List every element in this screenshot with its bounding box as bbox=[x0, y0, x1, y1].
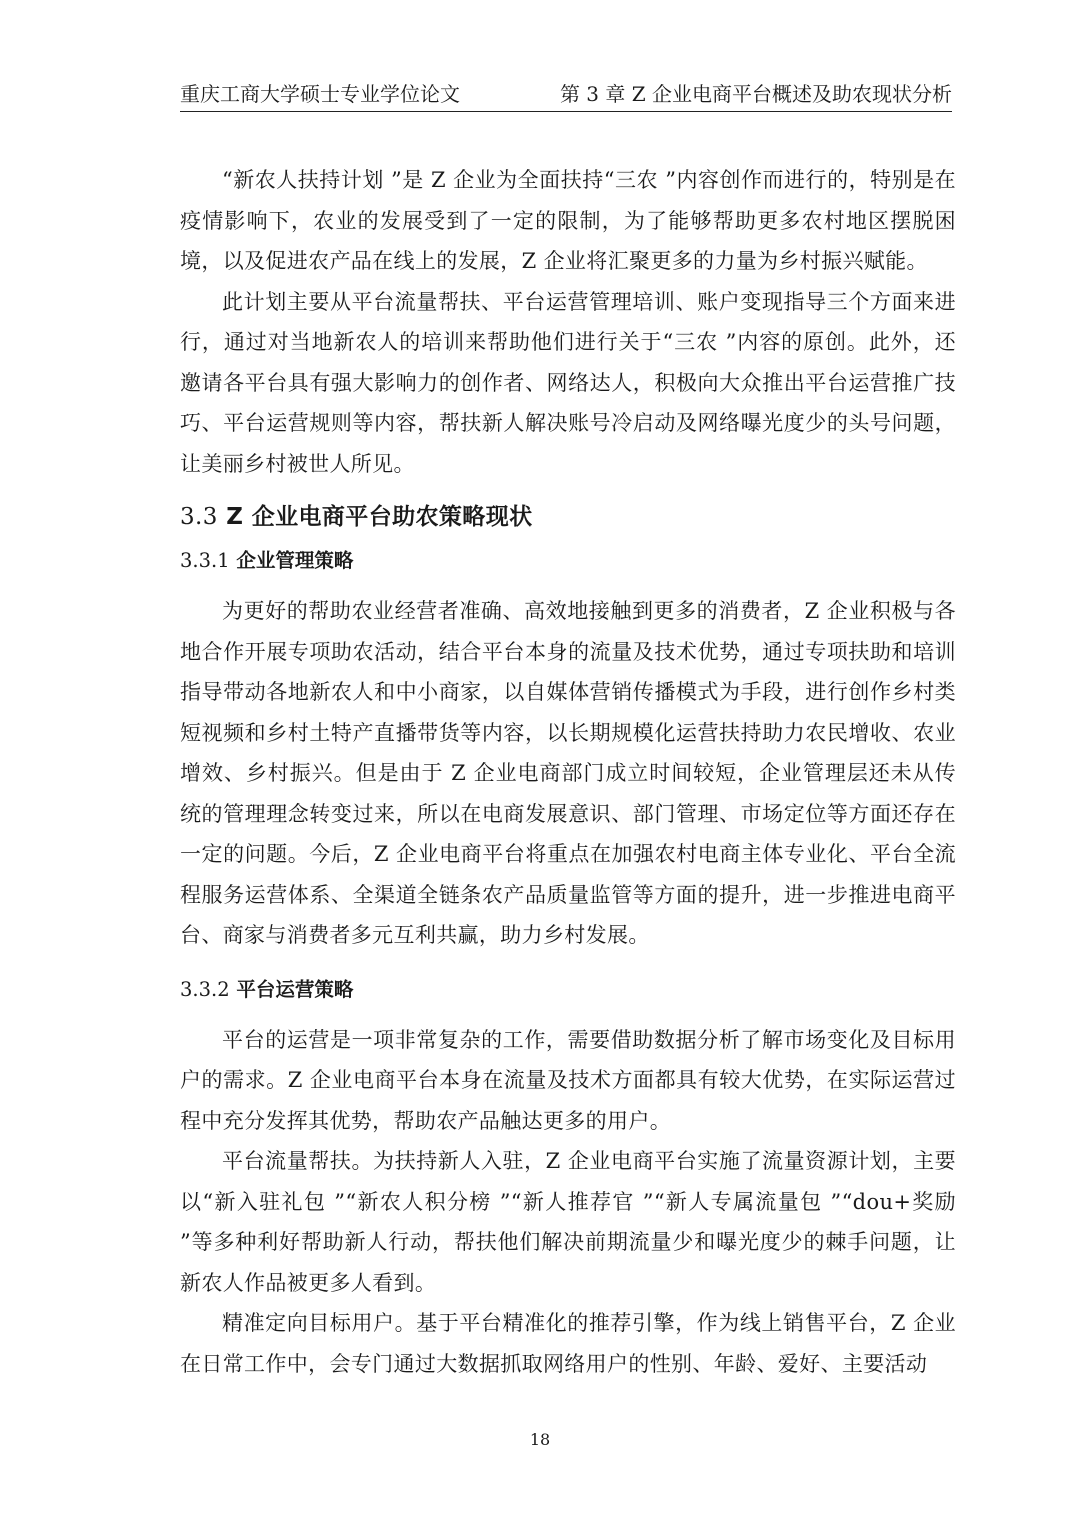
header-chapter-title: 第 3 章 Z 企业电商平台概述及助农现状分析 bbox=[559, 82, 952, 106]
subsection-title: 平台运营策略 bbox=[236, 977, 354, 1001]
section-number: 3.3 bbox=[180, 504, 218, 530]
section-heading bbox=[180, 497, 956, 537]
body-paragraph: 精准定向目标用户。基于平台精准化的推荐引擎，作为线上销售平台，Z 企业在日常工作中，会专门通过大数据抓取网络用户的性别、年龄、爱好、主要活动 bbox=[180, 1311, 956, 1376]
body-paragraph: 平台流量帮扶。为扶持新人入驻，Z 企业电商平台实施了流量资源计划，主要以“新入驻礼包 ”“新农人积分榜 ”“新人推荐官 ”“新人专属流量包 ”“dou+奖励 ”等多种利好帮助新人行动，帮扶他们解决前期流量少和曝光度少的棘手问题，让新农人作品被更多人看到。 bbox=[180, 1149, 956, 1295]
subsection-number: 3.3.1 bbox=[180, 549, 230, 572]
body-paragraph: 平台的运营是一项非常复杂的工作，需要借助数据分析了解市场变化及目标用户的需求。Z 企业电商平台本身在流量及技术方面都具有较大优势，在实际运营过程中充分发挥其优势，帮助农产品触达更多的用户。 bbox=[180, 1027, 956, 1133]
body-paragraph: 为更好的帮助农业经营者准确、高效地接触到更多的消费者，Z 企业积极与各地合作开展专项助农活动，结合平台本身的流量及技术优势，通过专项扶助和培训指导带动各地新农人和中小商家，以自媒体营销传播模式为手段，进行创作乡村类短视频和乡村土特产直播带货等内容，以长期规模化运营扶持助力农民增收、农业增效、乡村振兴。但是由于 Z 企业电商部门成立时间较短，企业管理层还未从传统的管理理念转变过来，所以在电商发展意识、部门管理、市场定位等方面还存在一定的问题。今后，Z 企业电商平台将重点在加强农村电商主体专业化、平台全流程服务运营体系、全渠道全链条农产品质量监管等方面的提升，进一步推进电商平台、商家与消费者多元互利共赢，助力乡村发展。 bbox=[180, 599, 956, 947]
subsection-number: 3.3.2 bbox=[180, 977, 230, 1001]
subsection-title: 企业管理策略 bbox=[236, 549, 354, 572]
body-paragraph: 此计划主要从平台流量帮扶、平台运营管理培训、账户变现指导三个方面来进行，通过对当地新农人的培训来帮助他们进行关于“三农 ”内容的原创。此外，还邀请各平台具有强大影响力的创作者、网络达人，积极向大众推出平台运营推广技巧、平台运营规则等内容，帮扶新人解决账号冷启动及网络曝光度少的头号问题，让美丽乡村被世人所见。 bbox=[180, 289, 956, 476]
subsection-heading bbox=[180, 972, 956, 1008]
page-number: 18 bbox=[529, 1430, 551, 1449]
header-thesis-title: 重庆工商大学硕士专业学位论文 bbox=[180, 82, 460, 106]
body-paragraph: “新农人扶持计划 ”是 Z 企业为全面扶持“三农 ”内容创作而进行的，特别是在疫情影响下，农业的发展受到了一定的限制，为了能够帮助更多农村地区摆脱困境，以及促进农产品在线上的发展，Z 企业将汇聚更多的力量为乡村振兴赋能。 bbox=[180, 168, 956, 273]
subsection-heading bbox=[180, 543, 956, 579]
running-header bbox=[180, 78, 952, 112]
section-title: Z 企业电商平台助农策略现状 bbox=[226, 504, 533, 530]
page-body bbox=[180, 160, 956, 1384]
